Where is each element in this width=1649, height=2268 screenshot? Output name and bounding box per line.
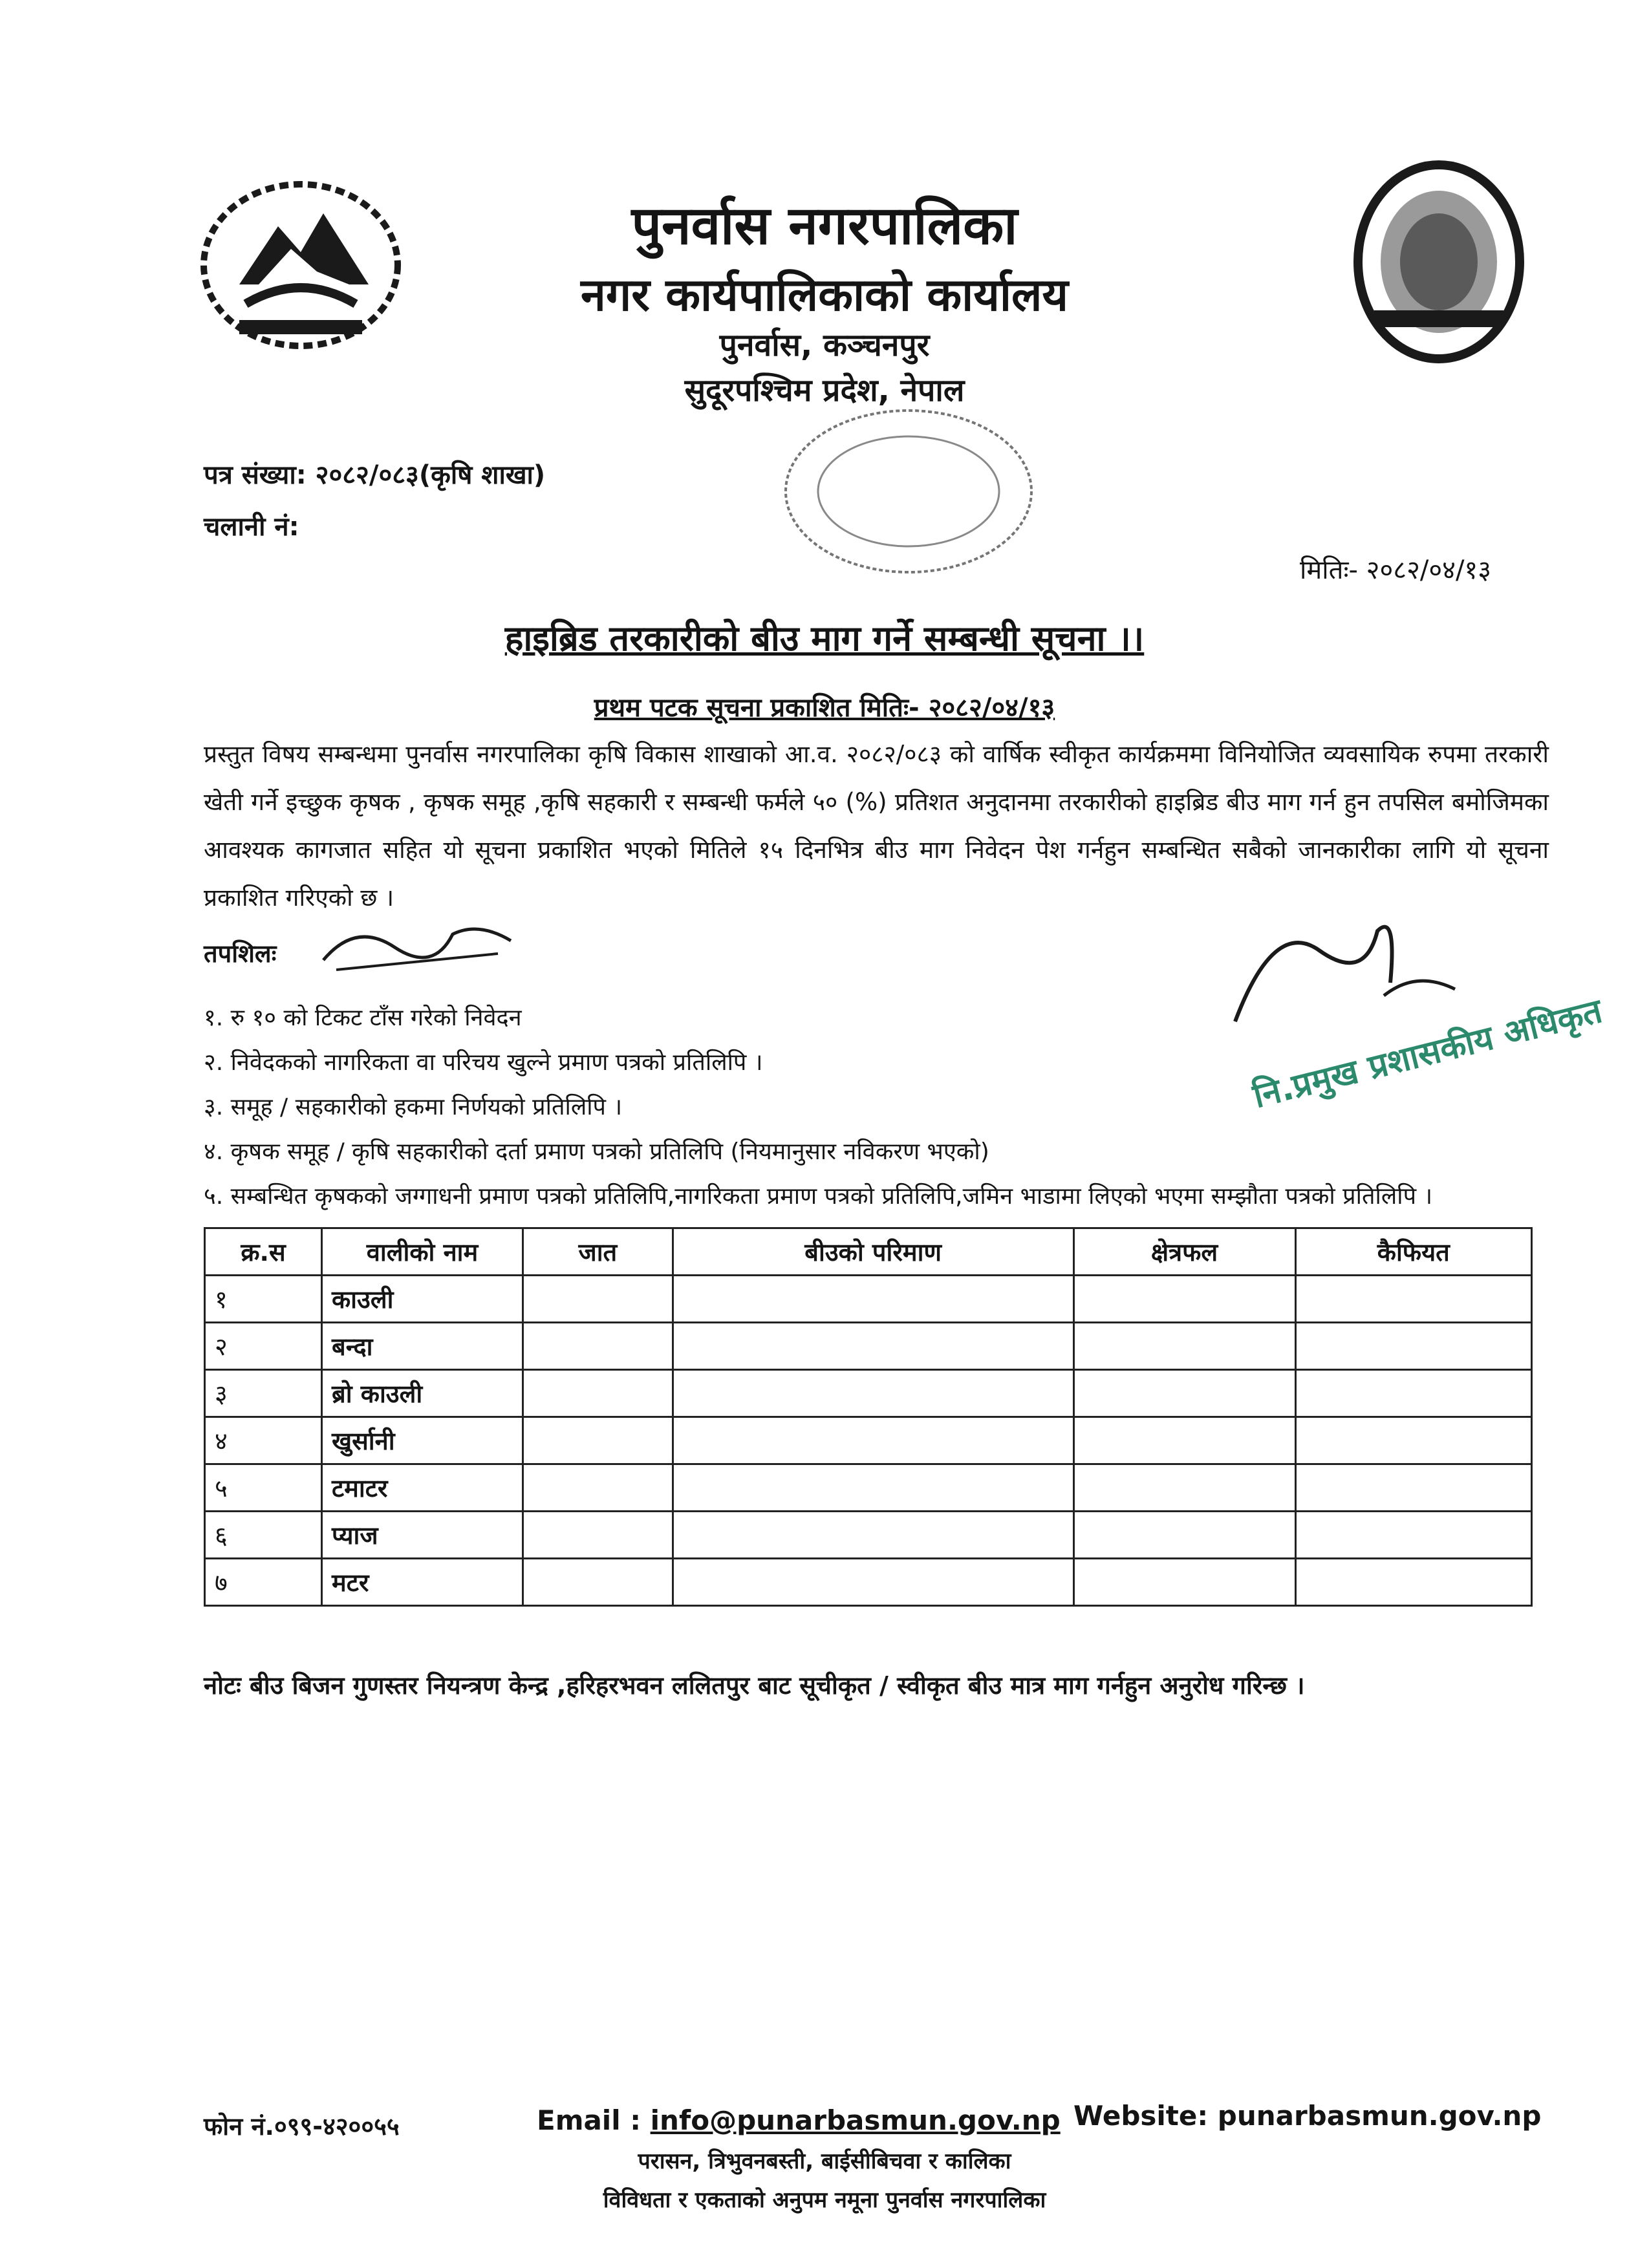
row-area — [1073, 1417, 1295, 1464]
details-label: तपशिलः — [204, 939, 277, 968]
row-quantity — [673, 1559, 1073, 1606]
row-sn: १ — [205, 1276, 322, 1323]
row-variety — [523, 1512, 673, 1559]
officer-stamp: नि.प्रमुख प्रशासकीय अधिकृत — [1249, 991, 1606, 1116]
table-row — [205, 1276, 1532, 1323]
row-quantity — [673, 1464, 1073, 1512]
row-variety — [523, 1559, 673, 1606]
row-crop: टमाटर — [322, 1464, 523, 1512]
email-label: Email : — [537, 2104, 651, 2136]
letter-date: मितिः- २०८२/०४/१३ — [1300, 555, 1492, 585]
municipality-name: पुनर्वास नगरपालिका — [631, 195, 1018, 257]
row-sn: ५ — [205, 1464, 322, 1512]
office-seal-icon — [773, 401, 1044, 588]
row-variety — [523, 1276, 673, 1323]
row-variety — [523, 1464, 673, 1512]
footer-website[interactable]: Website: punarbasmun.gov.np — [1073, 2100, 1542, 2132]
row-quantity — [673, 1512, 1073, 1559]
row-sn: २ — [205, 1323, 322, 1370]
list-item: १. रु १० को टिकट टाँस गरेको निवेदन — [204, 1005, 522, 1031]
row-quantity — [673, 1323, 1073, 1370]
seed-demand-table — [204, 1227, 1533, 1607]
row-remarks — [1295, 1417, 1531, 1464]
row-quantity — [673, 1276, 1073, 1323]
email-link[interactable]: info@punarbasmun.gov.np — [650, 2104, 1061, 2136]
requirements-list — [204, 996, 1575, 1219]
row-sn: ४ — [205, 1417, 322, 1464]
row-remarks — [1295, 1323, 1531, 1370]
header-crop: वालीको नाम — [322, 1228, 523, 1276]
row-area — [1073, 1323, 1295, 1370]
row-remarks — [1295, 1512, 1531, 1559]
row-remarks — [1295, 1276, 1531, 1323]
list-item: ५. सम्बन्धित कृषकको जग्गाधनी प्रमाण पत्रको प्रतिलिपि,नागरिकता प्रमाण पत्रको प्रतिलिपि,जमिन भाडामा लिएको भएमा सम्झौता पत्रको प्रतिलिपि । — [204, 1183, 1433, 1210]
row-remarks — [1295, 1370, 1531, 1417]
list-item: ४. कृषक समूह / कृषि सहकारीको दर्ता प्रमाण पत्रको प्रतिलिपि (नियमानुसार नविकरण भएको) — [204, 1139, 989, 1165]
office-name: नगर कार्यपालिकाको कार्यालय — [580, 268, 1069, 321]
table-row — [205, 1512, 1532, 1559]
row-area — [1073, 1464, 1295, 1512]
header-remarks: कैफियत — [1295, 1228, 1531, 1276]
row-area — [1073, 1512, 1295, 1559]
row-area — [1073, 1276, 1295, 1323]
dispatch-number: चलानी नं: — [204, 512, 299, 542]
publication-date: प्रथम पटक सूचना प्रकाशित मितिः- २०८२/०४/१३ — [594, 693, 1055, 723]
notice-body: प्रस्तुत विषय सम्बन्धमा पुनर्वास नगरपालिका कृषि विकास शाखाको आ.व. २०८२/०८३ को वार्षिक स्वीकृत कार्यक्रममा विनियोजित व्यवसायिक रुपमा तरकारी खेती गर्ने इच्छुक कृषक , कृषक समूह ,कृषि सहकारी र सम्बन्धी फर्मले ५० (%) प्रतिशत अनुदानमा तरकारीको हाइब्रिड बीउ माग गर्न हुन तपसिल बमोजिमका आवश्यक कागजात सहित यो सूचना प्रकाशित भएको मितिले १५ दिनभित्र बीउ माग निवेदन पेश गर्नहुन सम्बन्धित सबैको जानकारीका लागि यो सूचना प्रकाशित गरिएको छ । — [204, 740, 1549, 912]
row-quantity — [673, 1370, 1073, 1417]
row-variety — [523, 1323, 673, 1370]
table-row — [205, 1323, 1532, 1370]
header-sn: क्र.स — [205, 1228, 322, 1276]
row-variety — [523, 1417, 673, 1464]
row-sn: ६ — [205, 1512, 322, 1559]
row-crop: प्याज — [322, 1512, 523, 1559]
footer-phone: फोन नं.०९९-४२००५५ — [204, 2112, 400, 2141]
row-sn: ३ — [205, 1370, 322, 1417]
table-row — [205, 1464, 1532, 1512]
header-seed-quantity: बीउको परिमाण — [673, 1228, 1073, 1276]
list-item: २. निवेदकको नागरिकता वा परिचय खुल्ने प्रमाण पत्रको प्रतिलिपि । — [204, 1049, 763, 1076]
row-crop: मटर — [322, 1559, 523, 1606]
row-crop: ब्रो काउली — [322, 1370, 523, 1417]
row-remarks — [1295, 1559, 1531, 1606]
table-row — [205, 1559, 1532, 1606]
notice-note: नोटः बीउ बिजन गुणस्तर नियन्त्रण केन्द्र ,हरिहरभवन ललितपुर बाट सूचीकृत / स्वीकृत बीउ मात्र माग गर्नहुन अनुरोध गरिन्छ । — [204, 1671, 1305, 1700]
address-line-2: सुदूरपश्चिम प्रदेश, नेपाल — [684, 372, 965, 409]
table-header-row — [205, 1228, 1532, 1276]
row-remarks — [1295, 1464, 1531, 1512]
footer-motto: विविधता र एकताको अनुपम नमूना पुनर्वास नगरपालिका — [603, 2187, 1046, 2213]
row-crop: खुर्सानी — [322, 1417, 523, 1464]
row-area — [1073, 1559, 1295, 1606]
footer-email — [537, 2104, 1061, 2136]
table-row — [205, 1370, 1532, 1417]
footer-address: परासन, त्रिभुवनबस्ती, बाईसीबिचवा र कालिका — [638, 2148, 1011, 2174]
row-variety — [523, 1370, 673, 1417]
row-quantity — [673, 1417, 1073, 1464]
letter-number: पत्र संख्या: २०८२/०८३(कृषि शाखा) — [204, 460, 546, 490]
notice-title: हाइब्रिड तरकारीको बीउ माग गर्ने सम्बन्धी सूचना ।। — [504, 618, 1145, 659]
row-sn: ७ — [205, 1559, 322, 1606]
address-line-1: पुनर्वास, कञ्चनपुर — [719, 327, 930, 363]
table-row — [205, 1417, 1532, 1464]
row-crop: बन्दा — [322, 1323, 523, 1370]
header-variety: जात — [523, 1228, 673, 1276]
row-area — [1073, 1370, 1295, 1417]
list-item: ३. समूह / सहकारीको हकमा निर्णयको प्रतिलिपि । — [204, 1094, 623, 1120]
signature-small-icon — [317, 908, 530, 979]
row-crop: काउली — [322, 1276, 523, 1323]
header-area: क्षेत्रफल — [1073, 1228, 1295, 1276]
